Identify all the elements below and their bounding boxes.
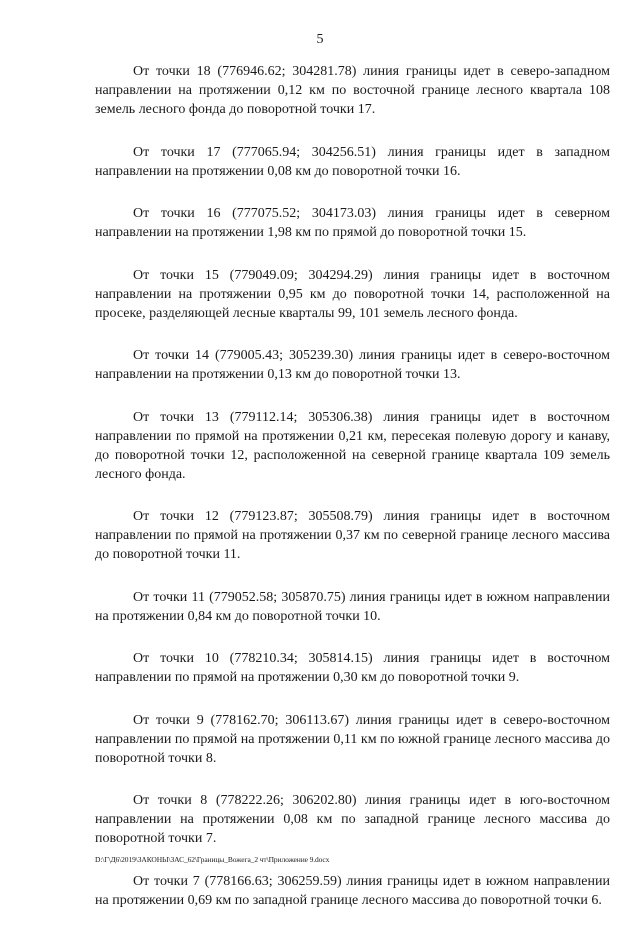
boundary-paragraph: От точки 9 (778162.70; 306113.67) линия границы идет в северо-восточном направлении по прямой на протяжении 0,11 км по южной границе лесного массива до поворотной точки 8. [95, 712, 610, 766]
boundary-paragraph: От точки 17 (777065.94; 304256.51) линия границы идет в западном направлении на протяжении 0,08 км до поворотной точки 16. [95, 144, 610, 179]
boundary-paragraph: От точки 11 (779052.58; 305870.75) линия границы идет в южном направлении на протяжении 0,84 км до поворотной точки 10. [95, 589, 610, 624]
document-body [95, 62, 610, 933]
file-path-footer: D:\Г\Д6\2019\ЗАКОНЫ\ЗАС_62\Границы_Вожега_2 чт\Приложение 9.docx [95, 855, 330, 864]
boundary-paragraph: От точки 12 (779123.87; 305508.79) линия границы идет в восточном направлении по прямой на протяжении 0,37 км по северной границе лесного массива до поворотной точки 11. [95, 509, 610, 562]
boundary-paragraph: От точки 7 (778166.63; 306259.59) линия границы идет в южном направлении на протяжении 0,69 км по западной границе лесного массива до поворотной точки 6. [95, 873, 610, 908]
boundary-paragraph: От точки 16 (777075.52; 304173.03) линия границы идет в северном направлении на протяжении 1,98 км по прямой до поворотной точки 15. [95, 206, 610, 240]
boundary-paragraph: От точки 15 (779049.09; 304294.29) линия границы идет в восточном направлении на протяжении 0,95 км до поворотной точки 14, расположенной на просеке, разделяющей лесные кварталы 99, 101 земель лесного фонда. [95, 267, 610, 321]
page-number: 5 [316, 32, 324, 47]
boundary-paragraph: От точки 10 (778210.34; 305814.15) линия границы идет в восточном направлении по прямой на протяжении 0,30 км до поворотной точки 9. [95, 651, 610, 685]
boundary-paragraph: От точки 8 (778222.26; 306202.80) линия границы идет в юго-восточном направлении на протяжении 0,08 км по западной границе лесного массива до поворотной точки 7. [95, 793, 610, 846]
boundary-paragraph: От точки 13 (779112.14; 305306.38) линия границы идет в восточном направлении по прямой на протяжении 0,21 км, пересекая полевую дорогу и канаву, до поворотной точки 12, расположенной на северной границе квартала 109 земель лесного фонда. [95, 409, 610, 482]
boundary-paragraph: От точки 18 (776946.62; 304281.78) линия границы идет в северо-западном направлении на протяжении 0,12 км по восточной границе лесного квартала 108 земель лесного фонда до поворотной точки 17. [95, 64, 610, 117]
boundary-paragraph: От точки 14 (779005.43; 305239.30) линия границы идет в северо-восточном направлении на протяжении 0,13 км до поворотной точки 13. [95, 348, 610, 382]
